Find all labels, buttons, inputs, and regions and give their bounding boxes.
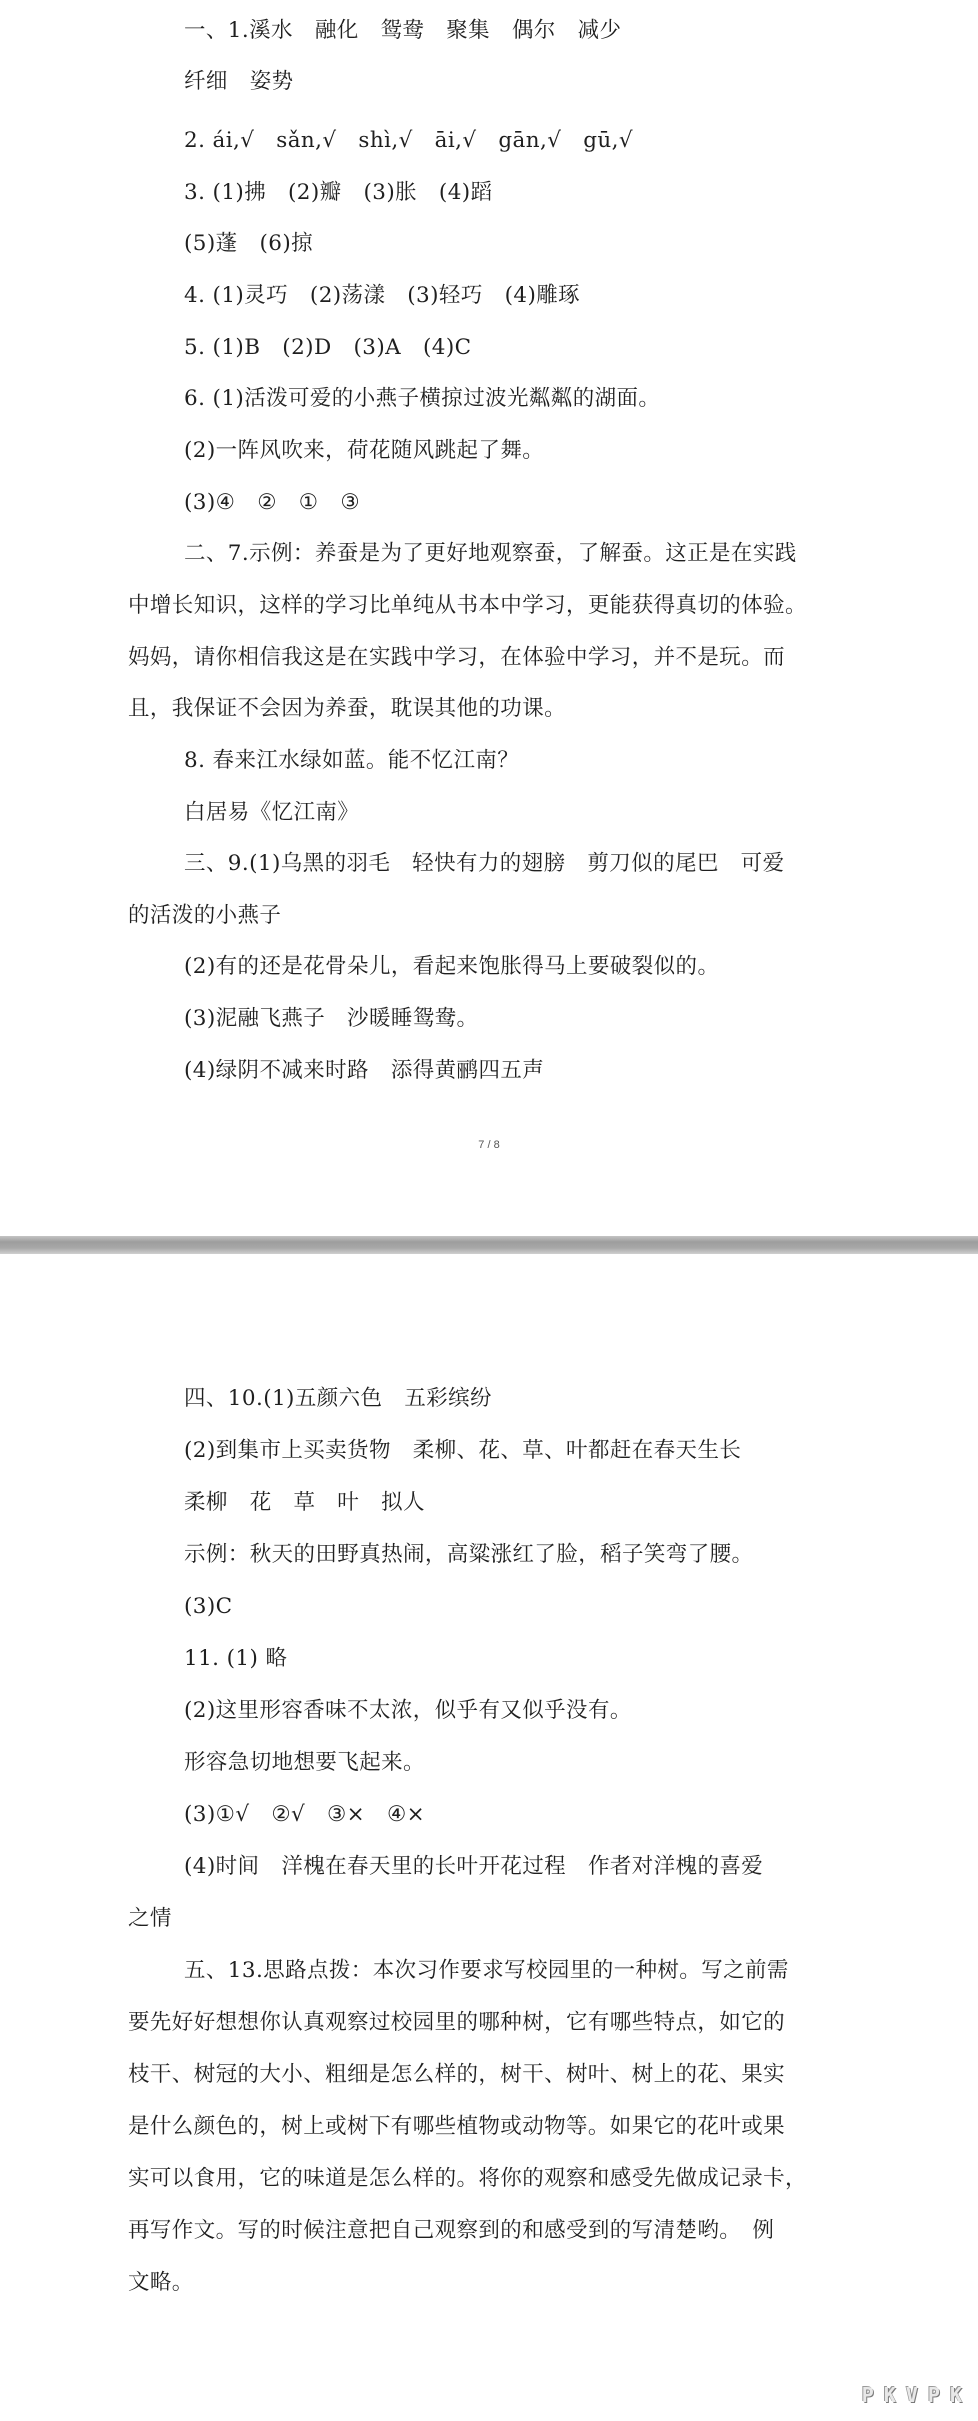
answer-line: 五、13.思路点拨：本次习作要求写校园里的一种树。写之前需 [184,1958,789,1983]
answer-line: (3)④ ② ① ③ [184,490,361,515]
answer-line: (3)C [184,1594,233,1619]
page-divider [0,1236,978,1254]
answer-line: 一、1.溪水 融化 鸳鸯 聚集 偶尔 减少 [184,18,622,43]
answer-line: 3. (1)拂 (2)瓣 (3)胀 (4)蹈 [184,180,493,205]
answer-line: (2)到集市上买卖货物 柔柳、花、草、叶都赶在春天生长 [184,1438,742,1463]
answer-line: (4)时间 洋槐在春天里的长叶开花过程 作者对洋槐的喜爱 [184,1854,764,1879]
answer-line: 4. (1)灵巧 (2)荡漾 (3)轻巧 (4)雕琢 [184,283,581,308]
answer-line: 8. 春来江水绿如蓝。能不忆江南？ [184,748,520,773]
answer-line: 四、10.(1)五颜六色 五彩缤纷 [184,1386,492,1411]
answer-line: 是什么颜色的，树上或树下有哪些植物或动物等。如果它的花叶或果 [128,2114,786,2139]
answer-line: 文略。 [128,2270,194,2295]
answer-line: 三、9.(1)乌黑的羽毛 轻快有力的翅膀 剪刀似的尾巴 可爱 [184,851,785,876]
document-page-8 [0,1254,978,2421]
answer-line: (2)这里形容香味不太浓，似乎有又似乎没有。 [184,1698,632,1723]
answer-line: (5)蓬 (6)掠 [184,231,314,256]
answer-line: 柔柳 花 草 叶 拟人 [184,1490,425,1515]
answer-line: 再写作文。写的时候注意把自己观察到的和感受到的写清楚哟。 例 [128,2218,775,2243]
answer-line: 5. (1)B (2)D (3)A (4)C [184,335,472,360]
answer-line: 之情 [128,1906,172,1931]
answer-line: 实可以食用，它的味道是怎么样的。将你的观察和感受先做成记录卡， [128,2166,807,2191]
answer-line: 枝干、树冠的大小、粗细是怎么样的，树干、树叶、树上的花、果实 [128,2062,786,2087]
answer-line: 白居易《忆江南》 [184,800,360,825]
answer-line: 的活泼的小燕子 [128,903,282,928]
answer-line: 6. (1)活泼可爱的小燕子横掠过波光粼粼的湖面。 [184,386,661,411]
answer-line: 中增长知识，这样的学习比单纯从书本中学习，更能获得真切的体验。 [128,593,807,618]
answer-line: 11. (1) 略 [184,1646,288,1671]
answer-line: 二、7.示例：养蚕是为了更好地观察蚕，了解蚕。这正是在实践 [184,541,797,566]
answer-line: 示例：秋天的田野真热闹，高粱涨红了脸，稻子笑弯了腰。 [184,1542,754,1567]
answer-line: (2)一阵风吹来，荷花随风跳起了舞。 [184,438,545,463]
answer-line: (3)①√ ②√ ③× ④× [184,1802,426,1827]
page-number: 7 / 8 [478,1139,500,1151]
answer-line: 纤细 姿势 [184,69,294,94]
answer-line: (4)绿阴不减来时路 添得黄鹂四五声 [184,1058,545,1083]
answer-line: 且，我保证不会因为养蚕，耽误其他的功课。 [128,696,567,721]
answer-line: (3)泥融飞燕子 沙暖睡鸳鸯。 [184,1006,479,1031]
answer-line: 形容急切地想要飞起来。 [184,1750,425,1775]
answer-line: 妈妈，请你相信我这是在实践中学习，在体验中学习，并不是玩。而 [128,645,786,670]
watermark-logo: PKVPK [861,2383,972,2407]
answer-line: 2. ái,√ sǎn,√ shì,√ āi,√ gān,√ gū,√ [184,128,633,153]
answer-line: 要先好好想想你认真观察过校园里的哪种树，它有哪些特点，如它的 [128,2010,786,2035]
answer-line: (2)有的还是花骨朵儿，看起来饱胀得马上要破裂似的。 [184,954,720,979]
